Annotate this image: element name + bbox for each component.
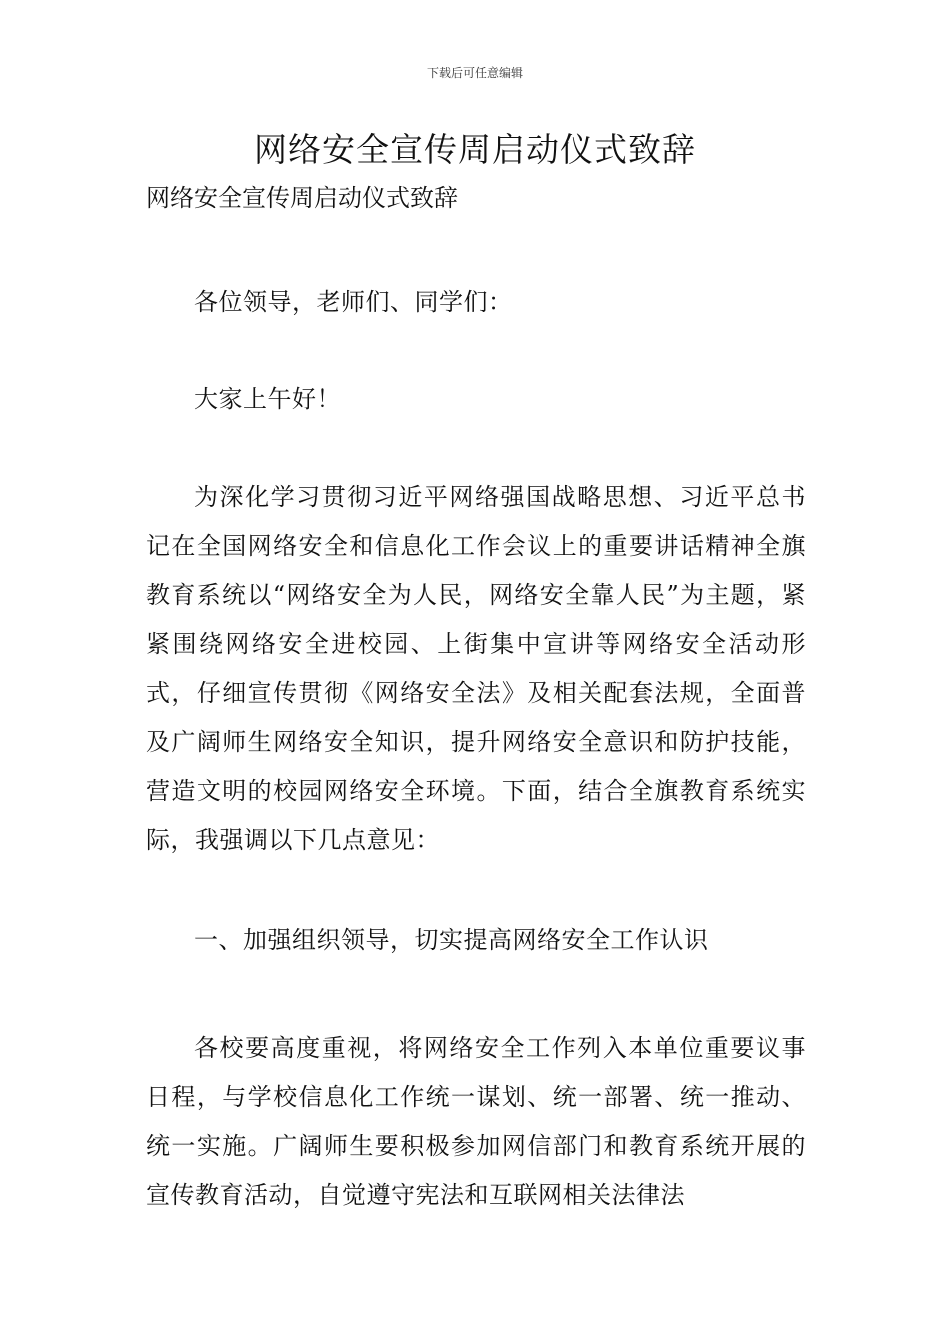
header-note: 下载后可任意编辑: [426, 66, 523, 80]
paragraph-section-1: 各校要高度重视，将网络安全工作列入本单位重要议事日程，与学校信息化工作统一谋划、统一部署、统一推动、统一实施。广阔师生要积极参加网信部门和教育系统开展的宣传教育活动，自觉遵守宪法和互联网相关法律法: [146, 1034, 806, 1209]
paragraph-morning: 大家上午好！: [194, 385, 341, 413]
paragraph-intro: 为深化学习贯彻习近平网络强国战略思想、习近平总书记在全国网络安全和信息化工作会议上的重要讲话精神全旗教育系统以“网络安全为人民，网络安全靠人民”为主题，紧紧围绕网络安全进校园、上街集中宣讲等网络安全活动形式，仔细宣传贯彻《网络安全法》及相关配套法规，全面普及广阔师生网络安全知识，提升网络安全意识和防护技能，营造文明的校园网络安全环境。下面，结合全旗教育系统实际，我强调以下几点意见：: [146, 483, 806, 854]
document-subtitle: 网络安全宣传周启动仪式致辞: [146, 184, 458, 212]
document-title: 网络安全宣传周启动仪式致辞: [254, 130, 696, 169]
section-heading-1: 一、加强组织领导，切实提高网络安全工作认识: [194, 926, 709, 954]
paragraph-greeting: 各位领导，老师们、同学们：: [194, 288, 513, 316]
